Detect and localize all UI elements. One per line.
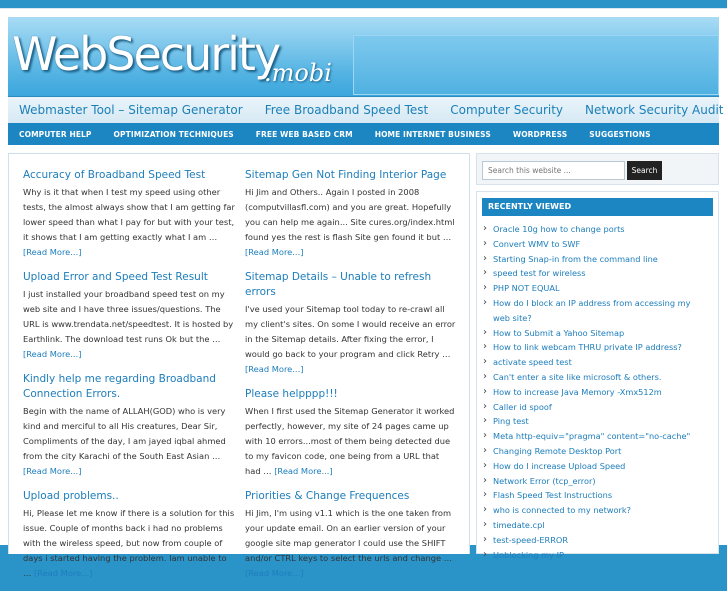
read-more-link[interactable]: [Read More...]	[23, 247, 82, 257]
chevron-right-icon: ›	[483, 296, 487, 308]
subnav-suggestions[interactable]: SUGGESTIONS	[589, 129, 651, 139]
page	[0, 8, 727, 578]
nav-computer-security[interactable]: Computer Security	[450, 103, 564, 117]
recent-item-link[interactable]: who is connected to my network?	[493, 505, 631, 516]
recent-item	[483, 533, 708, 548]
nav-broadband-speed-test[interactable]: Free Broadband Speed Test	[264, 103, 429, 117]
post-excerpt-text: Hi Jim, I'm using v1.1 which is the one taken from your update email. On an earlier version of your google site map generator I could use the SHIFT and/or CTRL keys to select the urls and change …	[245, 508, 453, 563]
site-header	[8, 17, 719, 97]
recent-item	[483, 355, 708, 370]
chevron-right-icon: ›	[483, 341, 487, 353]
post-title[interactable]: Sitemap Details – Unable to refresh errors	[245, 271, 432, 298]
post-title[interactable]: Kindly help me regarding Broadband Connection Errors.	[23, 373, 216, 400]
search-input[interactable]	[482, 161, 625, 180]
recent-item	[483, 266, 708, 281]
logo-sub-text: .mobi	[264, 59, 332, 87]
post-excerpt-text: Hi, Please let me know if there is a solution for this issue. Couple of months back i had no problems with the wireless speed, but now from couple of days i started having the problem. Iam unable to …	[23, 508, 235, 578]
recent-item-link[interactable]: How do I block an IP address from accessing my web site?	[493, 297, 691, 323]
read-more-link[interactable]: [Read More...]	[274, 466, 333, 476]
recent-item	[483, 444, 708, 459]
subnav-optimization-techniques[interactable]: OPTIMIZATION TECHNIQUES	[113, 129, 234, 139]
site-logo[interactable]	[8, 23, 353, 95]
logo-main-text: WebSecurity	[12, 27, 280, 81]
nav-network-security-audit[interactable]: Network Security Audit	[585, 103, 724, 117]
post-excerpt-text: Why is it that when I test my speed using other tests, the almost always show that I am getting far lower speed than what I pay for but with your test, it shows that I am getting exactly what I am …	[23, 187, 235, 242]
post-item	[245, 387, 457, 479]
sidebar	[476, 153, 719, 560]
post-title[interactable]: Priorities & Change Frequences	[245, 490, 410, 502]
recent-item	[483, 296, 708, 326]
recent-item	[483, 459, 708, 474]
recent-item-link[interactable]: Network Error (tcp_error)	[493, 475, 596, 486]
chevron-right-icon: ›	[483, 267, 487, 279]
chevron-right-icon: ›	[483, 504, 487, 516]
recent-item-link[interactable]: Caller id spoof	[493, 401, 552, 412]
recent-item	[483, 429, 708, 444]
chevron-right-icon: ›	[483, 474, 487, 486]
post-item	[23, 270, 235, 362]
chevron-right-icon: ›	[483, 356, 487, 368]
read-more-link[interactable]: [Read More...]	[23, 349, 82, 359]
post-excerpt	[23, 287, 235, 362]
recently-viewed-title: RECENTLY VIEWED	[482, 198, 713, 216]
post-item	[245, 168, 457, 260]
post-item	[23, 168, 235, 260]
recent-item	[483, 340, 708, 355]
recent-item	[483, 385, 708, 400]
chevron-right-icon: ›	[483, 489, 487, 501]
recent-item	[483, 237, 708, 252]
recent-item-link[interactable]: PHP NOT EQUAL	[493, 283, 560, 294]
chevron-right-icon: ›	[483, 430, 487, 442]
chevron-right-icon: ›	[483, 370, 487, 382]
recent-item-link[interactable]: How to increase Java Memory -Xmx512m	[493, 386, 662, 397]
chevron-right-icon: ›	[483, 223, 487, 234]
post-excerpt	[23, 185, 235, 260]
post-item	[245, 270, 457, 377]
top-navigation	[8, 97, 724, 123]
post-excerpt-text: When I first used the Sitemap Generator it worked perfectly, however, my site of 24 pages came up with 10 errors...most of them being detected due to my favicon code, one being from a URL that had …	[245, 406, 455, 476]
recent-item-link[interactable]: Changing Remote Desktop Port	[493, 445, 622, 456]
header-banner	[353, 35, 719, 95]
chevron-right-icon: ›	[483, 237, 487, 249]
chevron-right-icon: ›	[483, 459, 487, 471]
recent-item	[483, 474, 708, 489]
recent-item	[483, 548, 708, 563]
post-item	[23, 489, 235, 581]
recent-item	[483, 370, 708, 385]
post-excerpt	[23, 506, 235, 581]
recent-item-link[interactable]: Convert WMV to SWF	[493, 238, 581, 249]
post-excerpt	[245, 185, 457, 260]
post-excerpt	[245, 506, 457, 581]
recent-item-link[interactable]: Can't enter a site like microsoft & others.	[493, 371, 662, 382]
post-excerpt	[245, 404, 457, 479]
post-title[interactable]: Upload Error and Speed Test Result	[23, 271, 208, 283]
read-more-link[interactable]: [Read More...]	[245, 568, 304, 578]
recent-item	[483, 414, 708, 429]
recent-item-link[interactable]: Unblocking my IP	[493, 549, 564, 560]
recent-item-link[interactable]: Oracle 10g how to change ports	[493, 224, 625, 234]
recent-item-link[interactable]: Starting Snap-in from the command line	[493, 253, 658, 264]
chevron-right-icon: ›	[483, 385, 487, 397]
chevron-right-icon: ›	[483, 533, 487, 545]
recent-item-link[interactable]: activate speed test	[493, 357, 572, 368]
subnav-home-internet-business[interactable]: HOME INTERNET BUSINESS	[374, 129, 491, 139]
chevron-right-icon: ›	[483, 400, 487, 412]
post-title[interactable]: Upload problems..	[23, 490, 119, 502]
recent-item-link[interactable]: How do I increase Upload Speed	[493, 460, 626, 471]
recent-item	[483, 281, 708, 296]
post-item	[23, 372, 235, 479]
posts-column-left	[23, 168, 235, 591]
search-button[interactable]: Search	[627, 161, 662, 180]
recently-viewed-widget	[476, 191, 719, 560]
recent-item-link[interactable]: Meta http-equiv="pragma" content="no-cache"	[493, 431, 691, 442]
read-more-link[interactable]: [Read More...]	[23, 466, 82, 476]
recent-item-link[interactable]: timedate.cpl	[493, 519, 545, 530]
post-title[interactable]: Sitemap Gen Not Finding Interior Page	[245, 169, 447, 181]
read-more-link[interactable]: [Read More...]	[245, 247, 304, 257]
recent-item	[483, 518, 708, 533]
recent-item	[483, 503, 708, 518]
recent-item-link[interactable]: Ping test	[493, 416, 529, 427]
recent-item	[483, 252, 708, 267]
recent-item	[483, 488, 708, 503]
post-excerpt	[245, 302, 457, 377]
top-strip	[0, 0, 727, 8]
category-navigation	[8, 123, 719, 145]
recent-item-link[interactable]: speed test for wireless	[493, 268, 586, 279]
recent-item	[483, 400, 708, 415]
post-item	[245, 489, 457, 581]
posts-column-right	[245, 168, 457, 591]
nav-sitemap-generator[interactable]: Webmaster Tool – Sitemap Generator	[19, 103, 243, 117]
recent-item-link[interactable]: How to Submit a Yahoo Sitemap	[493, 327, 625, 338]
post-excerpt-text: I've used your Sitemap tool today to re-crawl all my client's sites. On some I would receive an error in the Sitemap details. After fixing the error, I would go back to your program and click Retry …	[245, 304, 456, 359]
read-more-link[interactable]: [Read More...]	[33, 568, 93, 578]
read-more-link[interactable]: [Read More...]	[245, 364, 304, 374]
search-box	[476, 153, 719, 185]
chevron-right-icon: ›	[483, 518, 487, 530]
chevron-right-icon: ›	[483, 252, 487, 264]
chevron-right-icon: ›	[483, 415, 487, 427]
recent-item	[483, 222, 708, 237]
post-title[interactable]: Please helpppp!!!	[245, 388, 338, 400]
chevron-right-icon: ›	[483, 444, 487, 456]
post-excerpt-text: I just installed your broadband speed test on my web site and I have three issues/questions. The URL is www.trendata.net/speedtest. It is hosted by Earthlink. The download test runs Ok but the …	[23, 289, 234, 344]
chevron-right-icon: ›	[483, 548, 487, 560]
post-excerpt-text: Begin with the name of ALLAH(GOD) who is very kind and merciful to all His creatures, Dear Sir, Compliments of the day, I am jayed iqbal ahmed from the city Karachi of the South East Asian …	[23, 406, 226, 461]
subnav-computer-help[interactable]: COMPUTER HELP	[19, 129, 92, 139]
chevron-right-icon: ›	[483, 282, 487, 294]
post-excerpt	[23, 404, 235, 479]
recent-item-link[interactable]: test-speed-ERROR	[493, 534, 569, 545]
recent-item-link[interactable]: Flash Speed Test Instructions	[493, 490, 613, 501]
recently-viewed-list	[483, 222, 708, 562]
subnav-wordpress[interactable]: WORDPRESS	[512, 129, 568, 139]
recent-item-link[interactable]: How to link webcam THRU private IP address?	[493, 342, 682, 353]
post-excerpt-text: Hi Jim and Others.. Again I posted in 2008 (computvillasfl.com) and you are great. Hopefully you can help me again... Site cures.org/index.html found yes the rest is flash Site gen found it but …	[245, 187, 455, 242]
post-title[interactable]: Accuracy of Broadband Speed Test	[23, 169, 206, 181]
main-content	[8, 153, 470, 578]
chevron-right-icon: ›	[483, 326, 487, 338]
recent-item	[483, 326, 708, 341]
subnav-free-web-based-crm[interactable]: FREE WEB BASED CRM	[255, 129, 353, 139]
